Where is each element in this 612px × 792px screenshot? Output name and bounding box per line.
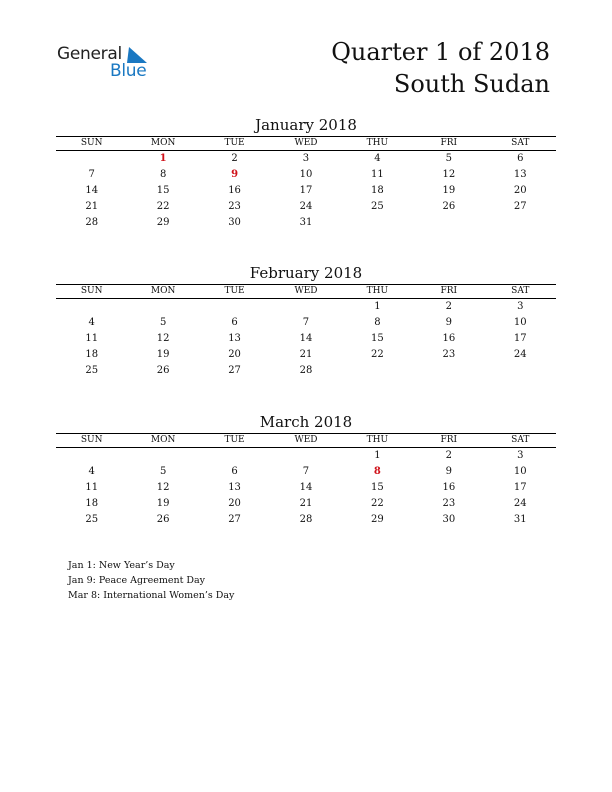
- day-cell: 10: [513, 317, 527, 328]
- day-cell: 5: [159, 466, 167, 477]
- day-cell: 7: [302, 317, 310, 328]
- day-cell: 9: [445, 317, 452, 328]
- week-row: [56, 183, 556, 199]
- empty-day-cell: [199, 299, 270, 316]
- day-cell: 14: [299, 333, 313, 344]
- day-cell: 11: [85, 333, 99, 344]
- day-cell: 9: [445, 466, 452, 477]
- day-cell: 10: [513, 466, 527, 477]
- week-row: [56, 167, 556, 183]
- day-cell: 27: [228, 365, 241, 376]
- day-cell: 21: [85, 201, 99, 212]
- empty-day-cell: [270, 299, 341, 316]
- month-march: [56, 413, 556, 528]
- empty-day-cell: [342, 363, 413, 379]
- day-cell: 10: [299, 169, 313, 180]
- week-row: [56, 448, 556, 465]
- day-cell: 23: [442, 498, 456, 509]
- day-cell: 28: [299, 514, 313, 525]
- day-cell: 1: [374, 450, 381, 461]
- day-cell: 19: [156, 498, 170, 509]
- holiday-day-cell: 8: [373, 466, 381, 477]
- calendar-grid: [56, 284, 556, 379]
- weekday-label: MON: [127, 285, 198, 299]
- empty-day-cell: [127, 448, 198, 465]
- week-row: [56, 151, 556, 168]
- day-cell: 27: [228, 514, 241, 525]
- empty-day-cell: [270, 448, 341, 465]
- day-cell: 21: [299, 349, 313, 360]
- weekday-label: SAT: [485, 434, 556, 448]
- calendar-grid: [56, 433, 556, 528]
- month-title: March 2018: [259, 413, 353, 431]
- weekday-label: WED: [270, 137, 341, 151]
- day-cell: 3: [302, 153, 310, 164]
- empty-day-cell: [413, 363, 484, 379]
- day-cell: 19: [156, 349, 170, 360]
- day-cell: 20: [228, 349, 241, 360]
- day-cell: 30: [228, 217, 241, 228]
- week-row: [56, 496, 556, 512]
- day-cell: 23: [228, 201, 241, 212]
- day-cell: 2: [445, 450, 452, 461]
- day-cell: 28: [85, 217, 99, 228]
- week-row: [56, 347, 556, 363]
- week-row: [56, 464, 556, 480]
- empty-day-cell: [199, 448, 270, 465]
- day-cell: 7: [88, 169, 95, 180]
- day-cell: 26: [442, 201, 456, 212]
- day-cell: 24: [513, 349, 527, 360]
- holiday-notes: [68, 559, 234, 603]
- weekday-label: MON: [127, 137, 198, 151]
- day-cell: 12: [442, 169, 456, 180]
- day-cell: 8: [374, 317, 381, 328]
- week-row: [56, 299, 556, 316]
- holiday-note: Jan 9: Peace Agreement Day: [68, 574, 206, 586]
- day-cell: 8: [159, 169, 167, 180]
- empty-day-cell: [342, 215, 413, 231]
- logo-word-general: General: [57, 44, 122, 64]
- weekday-label: TUE: [199, 137, 270, 151]
- day-cell: 6: [231, 317, 238, 328]
- logo-word-blue: Blue: [110, 61, 147, 81]
- month-title: January 2018: [255, 116, 357, 134]
- day-cell: 18: [85, 498, 99, 509]
- day-cell: 31: [299, 217, 313, 228]
- calendar-grid: [56, 136, 556, 231]
- empty-day-cell: [56, 448, 127, 465]
- day-cell: 16: [442, 333, 456, 344]
- week-row: [56, 512, 556, 528]
- month-title: February 2018: [249, 264, 363, 282]
- empty-day-cell: [56, 299, 127, 316]
- day-cell: 28: [299, 365, 313, 376]
- day-cell: 30: [442, 514, 456, 525]
- day-cell: 13: [228, 333, 241, 344]
- day-cell: 16: [228, 185, 241, 196]
- day-cell: 2: [231, 153, 238, 164]
- week-row: [56, 199, 556, 215]
- weekday-label: WED: [270, 285, 341, 299]
- day-cell: 17: [299, 185, 313, 196]
- day-cell: 14: [299, 482, 313, 493]
- day-cell: 4: [88, 466, 95, 477]
- day-cell: 15: [371, 333, 384, 344]
- empty-day-cell: [485, 215, 556, 231]
- week-row: [56, 331, 556, 347]
- day-cell: 24: [299, 201, 313, 212]
- week-row: [56, 480, 556, 496]
- day-cell: 12: [156, 333, 170, 344]
- day-cell: 15: [371, 482, 384, 493]
- month-january: [56, 116, 556, 231]
- holiday-day-cell: 9: [231, 169, 239, 180]
- holiday-note: Mar 8: International Women’s Day: [68, 589, 235, 601]
- day-cell: 18: [371, 185, 384, 196]
- day-cell: 20: [513, 185, 527, 196]
- page-title: [331, 36, 550, 100]
- empty-day-cell: [485, 363, 556, 379]
- holiday-day-cell: 1: [159, 153, 167, 164]
- day-cell: 19: [442, 185, 456, 196]
- weekday-label: FRI: [413, 434, 484, 448]
- day-cell: 4: [374, 153, 381, 164]
- day-cell: 12: [156, 482, 170, 493]
- weekday-label: THU: [342, 285, 413, 299]
- day-cell: 3: [517, 450, 524, 461]
- day-cell: 31: [513, 514, 527, 525]
- day-cell: 5: [445, 153, 452, 164]
- weekday-header-row: [56, 434, 556, 448]
- day-cell: 4: [88, 317, 95, 328]
- day-cell: 13: [513, 169, 527, 180]
- day-cell: 26: [156, 365, 170, 376]
- empty-day-cell: [413, 215, 484, 231]
- day-cell: 24: [513, 498, 527, 509]
- day-cell: 7: [302, 466, 310, 477]
- day-cell: 11: [85, 482, 99, 493]
- week-row: [56, 315, 556, 331]
- weekday-label: THU: [342, 434, 413, 448]
- weekday-label: FRI: [413, 285, 484, 299]
- weekday-label: TUE: [199, 285, 270, 299]
- weekday-label: MON: [127, 434, 198, 448]
- weekday-header-row: [56, 137, 556, 151]
- week-row: [56, 215, 556, 231]
- weekday-label: WED: [270, 434, 341, 448]
- quarter-title: Quarter 1 of 2018: [331, 38, 550, 66]
- day-cell: 16: [442, 482, 456, 493]
- day-cell: 25: [371, 201, 384, 212]
- day-cell: 2: [445, 301, 452, 312]
- day-cell: 20: [228, 498, 241, 509]
- day-cell: 13: [228, 482, 241, 493]
- weekday-label: FRI: [413, 137, 484, 151]
- day-cell: 22: [371, 498, 384, 509]
- day-cell: 29: [156, 217, 170, 228]
- day-cell: 18: [85, 349, 99, 360]
- day-cell: 1: [374, 301, 381, 312]
- day-cell: 5: [159, 317, 167, 328]
- empty-day-cell: [56, 151, 127, 168]
- day-cell: 25: [85, 514, 99, 525]
- weekday-label: TUE: [199, 434, 270, 448]
- weekday-label: THU: [342, 137, 413, 151]
- day-cell: 25: [85, 365, 99, 376]
- weekday-label: SUN: [56, 434, 127, 448]
- day-cell: 17: [513, 482, 527, 493]
- country-title: South Sudan: [393, 70, 550, 98]
- day-cell: 6: [517, 153, 524, 164]
- weekday-header-row: [56, 285, 556, 299]
- day-cell: 26: [156, 514, 170, 525]
- month-february: [56, 264, 556, 379]
- holiday-note: Jan 1: New Year’s Day: [68, 560, 175, 571]
- weekday-label: SUN: [56, 285, 127, 299]
- day-cell: 22: [371, 349, 384, 360]
- day-cell: 21: [299, 498, 313, 509]
- general-blue-logo: [57, 44, 167, 84]
- weekday-label: SAT: [485, 137, 556, 151]
- day-cell: 27: [513, 201, 527, 212]
- day-cell: 6: [231, 466, 238, 477]
- day-cell: 3: [517, 301, 524, 312]
- day-cell: 23: [442, 349, 456, 360]
- day-cell: 15: [156, 185, 170, 196]
- day-cell: 14: [85, 185, 99, 196]
- day-cell: 11: [371, 169, 384, 180]
- weekday-label: SUN: [56, 137, 127, 151]
- day-cell: 29: [371, 514, 384, 525]
- day-cell: 17: [513, 333, 527, 344]
- day-cell: 22: [156, 201, 170, 212]
- week-row: [56, 363, 556, 379]
- empty-day-cell: [127, 299, 198, 316]
- weekday-label: SAT: [485, 285, 556, 299]
